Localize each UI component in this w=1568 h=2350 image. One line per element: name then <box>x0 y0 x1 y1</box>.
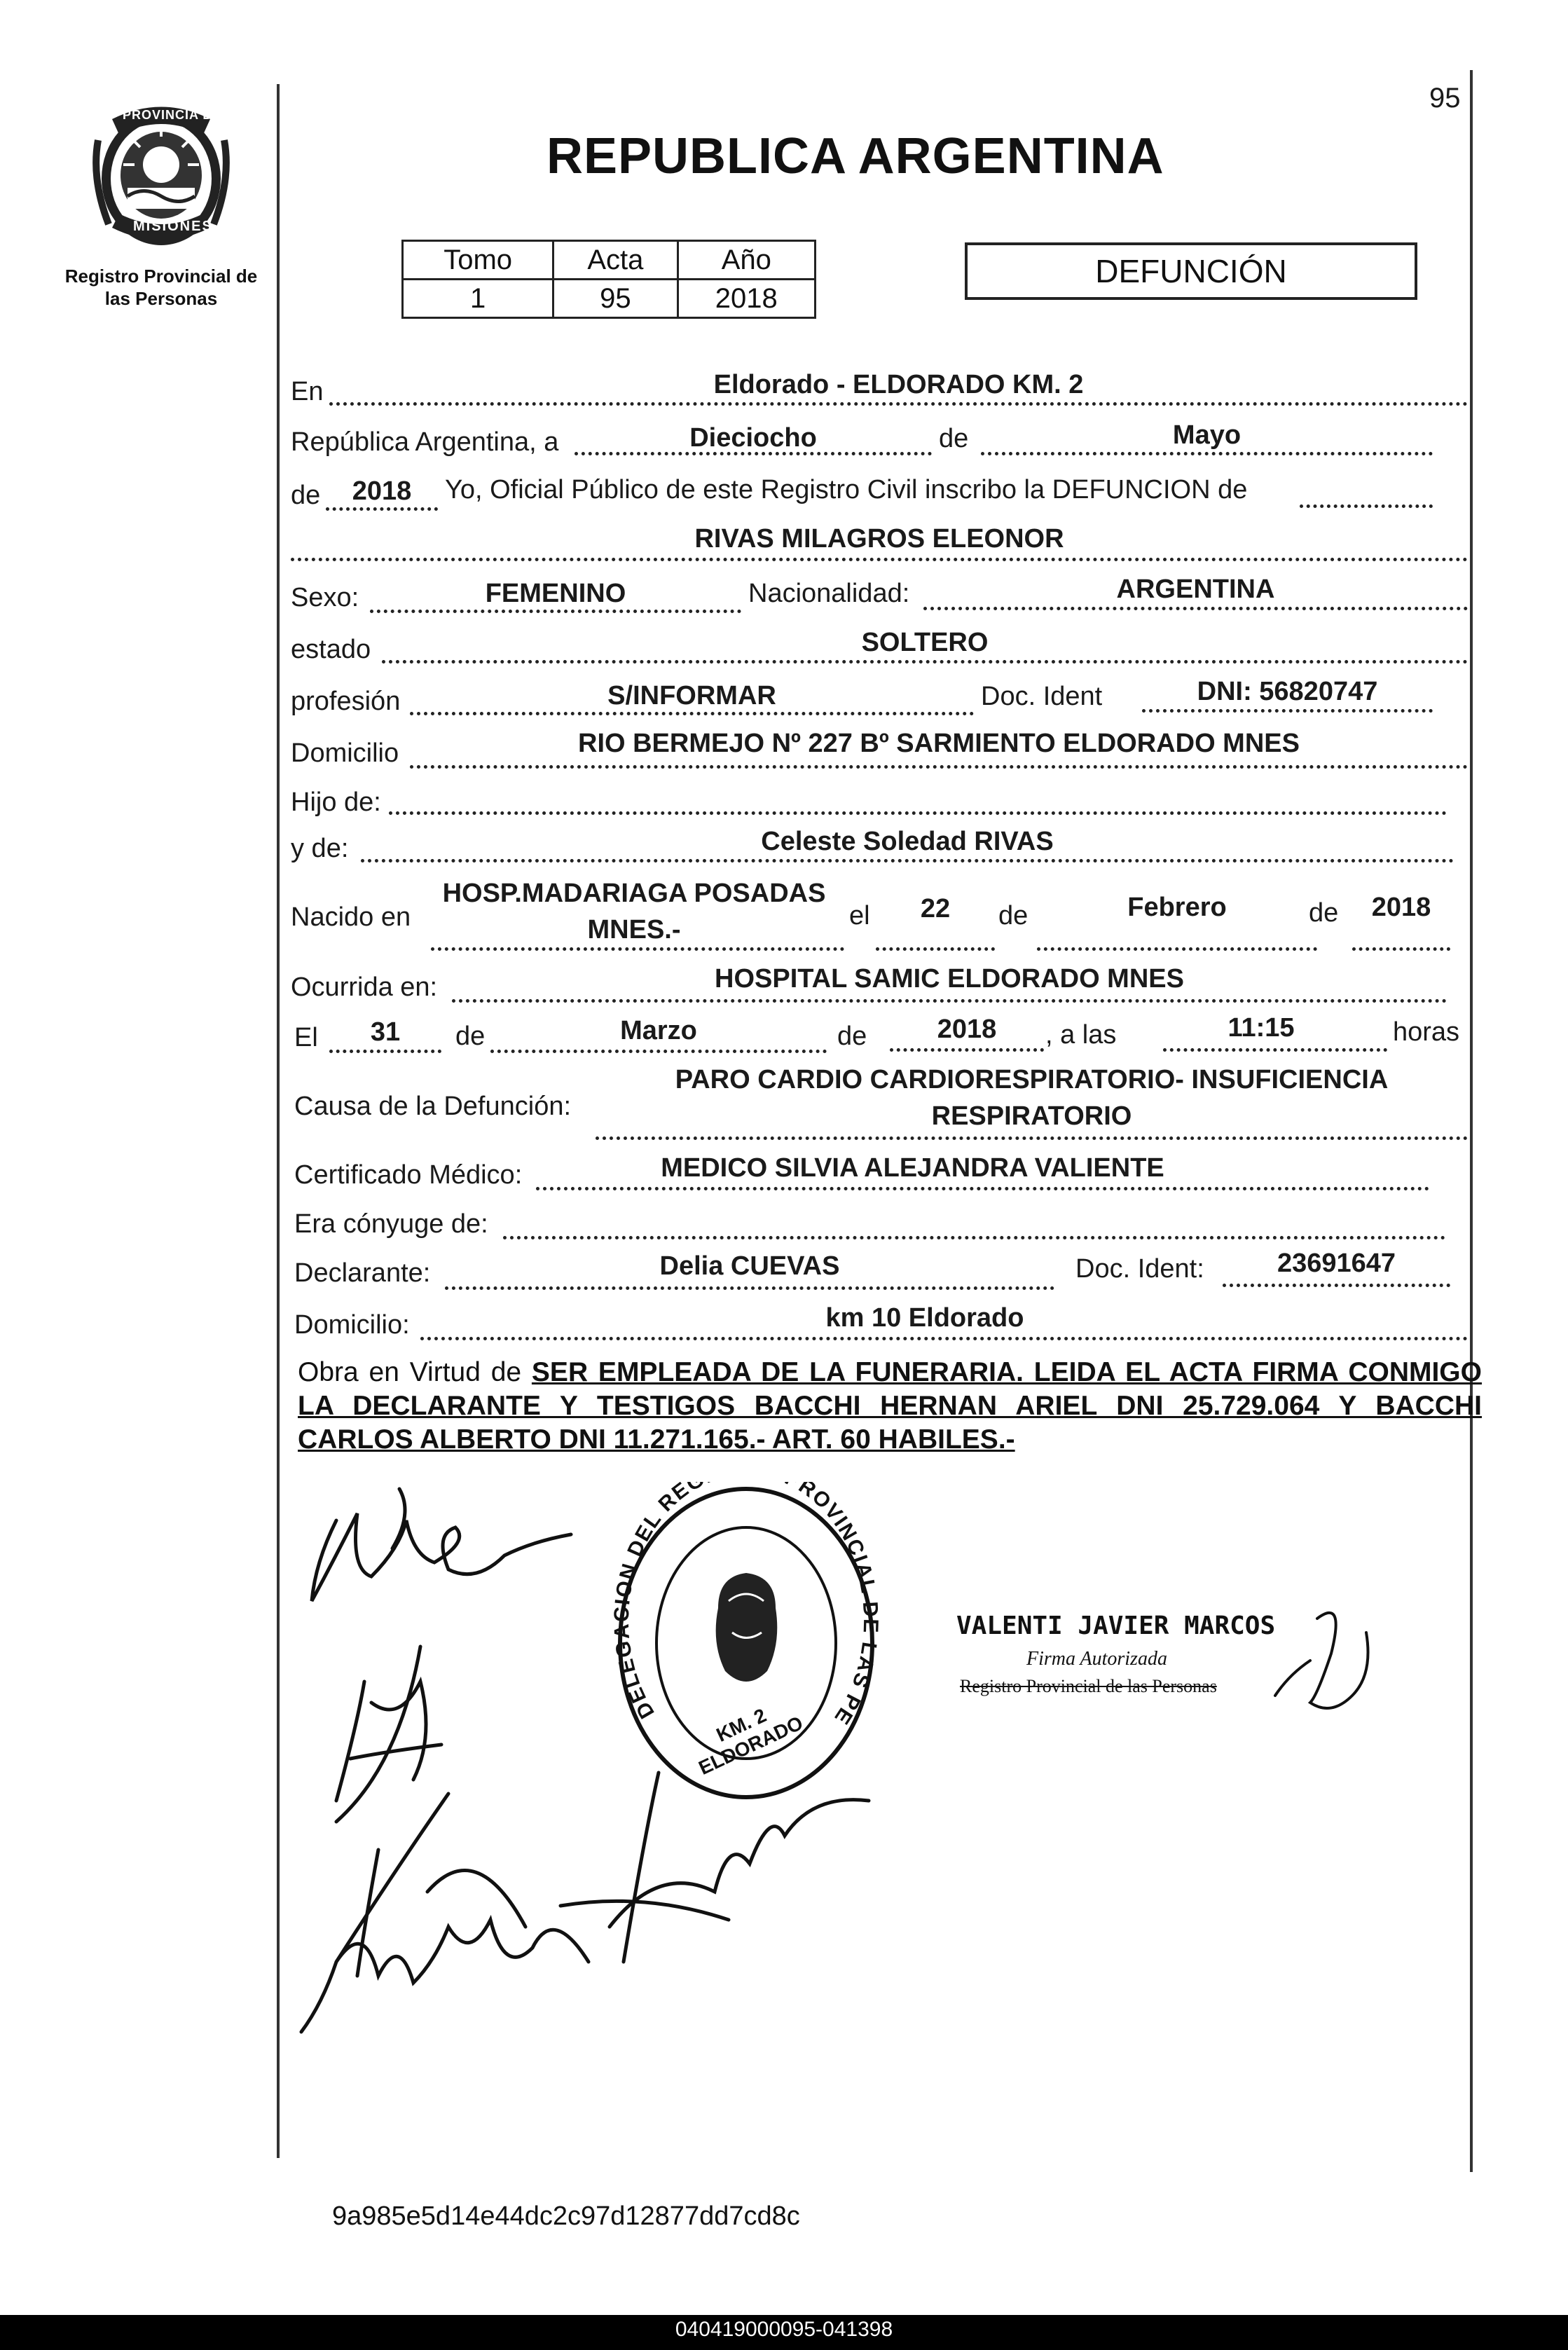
nac-dia-value: 22 <box>920 894 951 923</box>
domicilio2-value: km 10 Eldorado <box>825 1303 1024 1333</box>
official-signature <box>1268 1590 1380 1717</box>
nombre-line <box>291 558 1468 561</box>
obra-paragraph <box>298 1356 1482 1457</box>
doc-ident2-label: Doc. Ident: <box>1075 1254 1204 1284</box>
a-las-label: , a las <box>1045 1020 1117 1050</box>
lugar-line <box>329 402 1468 406</box>
sexo-label: Sexo: <box>291 583 359 612</box>
conyuge-line <box>503 1236 1445 1239</box>
estado-label: estado <box>291 635 371 664</box>
anio-value: 2018 <box>352 476 412 506</box>
estado-value: SOLTERO <box>861 628 989 657</box>
hijo-de-line <box>389 811 1447 815</box>
causa-value-1: PARO CARDIO CARDIORESPIRATORIO- INSUFICIENCIA <box>675 1065 1389 1094</box>
yo-trailing-line <box>1300 504 1433 508</box>
hijo-de-label: Hijo de: <box>291 788 381 817</box>
mes-line <box>981 452 1433 455</box>
declarante-doc-value: 23691647 <box>1277 1249 1396 1278</box>
nac-mes-line <box>1037 947 1317 951</box>
nacionalidad-value: ARGENTINA <box>1116 575 1275 604</box>
declarante-line <box>445 1286 1054 1290</box>
seal-inner-text: KM. 2 ELDORADO <box>695 1704 806 1779</box>
de-label-5: de <box>455 1022 486 1051</box>
page-title: REPUBLICA ARGENTINA <box>546 128 1164 184</box>
horas-label: horas <box>1393 1017 1460 1047</box>
def-mes-line <box>490 1050 827 1053</box>
acta-value: 95 <box>553 280 678 318</box>
def-dia-value: 31 <box>370 1017 401 1047</box>
anio-value: 2018 <box>678 280 815 318</box>
def-hora-value: 11:15 <box>1227 1013 1295 1043</box>
official-name: VALENTI JAVIER MARCOS <box>956 1612 1276 1640</box>
crest-top-text: PROVINCIA DE <box>123 108 222 122</box>
crest-bottom-text: MISIONES <box>133 219 213 234</box>
domicilio2-line <box>420 1337 1468 1340</box>
nacido-en-value-2: MNES.- <box>587 915 681 944</box>
right-margin-rule <box>1470 70 1473 2172</box>
obra-label: Obra en Virtud de <box>298 1357 522 1387</box>
lugar-value: Eldorado - ELDORADO KM. 2 <box>713 370 1084 399</box>
republica-label: República Argentina, a <box>291 427 559 457</box>
tomo-header: Tomo <box>403 241 553 280</box>
nac-mes-value: Febrero <box>1127 893 1227 922</box>
registry-label: Registro Provincial de las Personas <box>64 266 258 309</box>
certificado-value: MEDICO SILVIA ALEJANDRA VALIENTE <box>661 1153 1164 1183</box>
def-mes-value: Marzo <box>620 1016 697 1045</box>
de-label-6: de <box>837 1022 867 1051</box>
page-number: 95 <box>1429 83 1461 114</box>
domicilio-line <box>410 765 1468 769</box>
official-seal <box>613 1482 879 1804</box>
nacido-en-label: Nacido en <box>291 902 411 932</box>
anio-line <box>326 507 438 511</box>
nacido-en-line <box>431 947 844 951</box>
sexo-value: FEMENINO <box>485 579 626 608</box>
doc-ident-label: Doc. Ident <box>981 682 1103 711</box>
mes-value: Mayo <box>1172 420 1242 450</box>
def-hora-line <box>1163 1048 1387 1052</box>
document-type-box: DEFUNCIÓN <box>965 242 1417 300</box>
record-table <box>401 240 816 319</box>
obra-value: SER EMPLEADA DE LA FUNERARIA. LEIDA EL ACTA FIRMA CONMIGO LA DECLARANTE Y TESTIGOS BACCHI HERNAN ARIEL DNI 25.729.064 Y BACCHI CARLOS ALBERTO DNI 11.271.165.- ART. 60 HABILES.- <box>298 1357 1482 1455</box>
def-dia-line <box>329 1050 441 1053</box>
y-de-label: y de: <box>291 834 349 863</box>
yo-text: Yo, Oficial Público de este Registro Civil inscribo la DEFUNCION de <box>445 475 1248 504</box>
estado-line <box>382 660 1468 664</box>
causa-line <box>596 1136 1468 1140</box>
nacionalidad-line <box>923 607 1468 610</box>
el-label: el <box>849 901 870 930</box>
nacido-en-value-1: HOSP.MADARIAGA POSADAS <box>442 879 826 908</box>
de-label-1: de <box>939 424 969 453</box>
ocurrida-en-line <box>452 999 1447 1003</box>
causa-value-2: RESPIRATORIO <box>931 1101 1132 1131</box>
de-label-4: de <box>1309 898 1339 928</box>
acta-header: Acta <box>553 241 678 280</box>
declarante-doc-line <box>1223 1284 1450 1287</box>
nac-dia-line <box>876 947 995 951</box>
left-margin-rule <box>277 84 280 2158</box>
doc-ident-value: DNI: 56820747 <box>1197 677 1378 706</box>
def-anio-value: 2018 <box>937 1015 997 1044</box>
declarante-value: Delia CUEVAS <box>659 1251 840 1281</box>
domicilio-label: Domicilio <box>291 738 399 768</box>
madre-line <box>361 859 1454 863</box>
footer-code: 040419000095-041398 <box>675 2318 893 2341</box>
profesion-value: S/INFORMAR <box>607 681 776 710</box>
declarante-label: Declarante: <box>294 1258 431 1288</box>
conyuge-label: Era cónyuge de: <box>294 1209 488 1239</box>
certificado-label: Certificado Médico: <box>294 1160 523 1190</box>
profesion-label: profesión <box>291 687 401 716</box>
official-title: Firma Autorizada <box>1026 1648 1167 1670</box>
doc-ident-line <box>1142 709 1433 713</box>
anio-header: Año <box>678 241 815 280</box>
el-cap-label: El <box>294 1023 318 1052</box>
en-label: En <box>291 377 324 406</box>
ocurrida-en-value: HOSPITAL SAMIC ELDORADO MNES <box>715 964 1184 994</box>
dia-value: Dieciocho <box>689 423 817 453</box>
tomo-value: 1 <box>403 280 553 318</box>
nombre-value: RIVAS MILAGROS ELEONOR <box>694 524 1064 554</box>
sexo-line <box>370 610 741 613</box>
domicilio2-label: Domicilio: <box>294 1310 410 1340</box>
madre-value: Celeste Soledad RIVAS <box>761 827 1054 856</box>
ocurrida-en-label: Ocurrida en: <box>291 973 438 1002</box>
nacionalidad-label: Nacionalidad: <box>748 579 910 608</box>
de-label-2: de <box>291 481 321 510</box>
certificado-line <box>536 1187 1429 1190</box>
nac-anio-line <box>1352 947 1450 951</box>
seal-ring-text: DELEG ION DEL RE ROVINCIAL LAS PE <box>613 1482 879 1730</box>
def-anio-line <box>890 1048 1044 1052</box>
provincial-crest <box>84 98 238 252</box>
causa-label: Causa de la Defunción: <box>294 1092 572 1121</box>
domicilio-value: RIO BERMEJO Nº 227 Bº SARMIENTO ELDORADO MNES <box>578 729 1300 758</box>
nac-anio-value: 2018 <box>1371 893 1431 922</box>
document-hash: 9a985e5d14e44dc2c97d12877dd7cd8c <box>332 2201 800 2231</box>
profesion-line <box>410 712 974 715</box>
de-label-3: de <box>998 901 1029 930</box>
official-org: Registro Provincial de las Personas <box>960 1676 1217 1696</box>
